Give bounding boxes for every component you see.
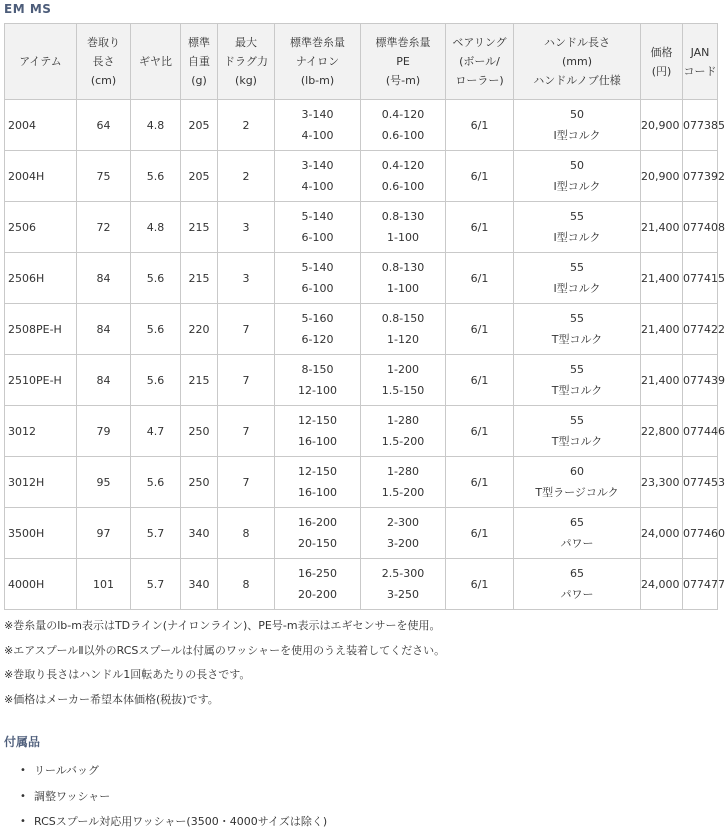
cell-nylon: [275, 304, 361, 355]
header-handle: [514, 24, 641, 100]
cell-pe-line: 0.4-120: [381, 108, 425, 121]
cell-nylon-line: 16-100: [298, 435, 337, 448]
notes: [4, 614, 445, 712]
cell-handle-line: T型コルク: [551, 435, 603, 448]
header-jan: [683, 24, 718, 100]
header-drag: [218, 24, 275, 100]
cell-gear-ratio: 5.7: [131, 559, 181, 610]
cell-drag: 7: [218, 355, 275, 406]
accessories-title: 付属品: [4, 735, 41, 749]
header-text: 自重: [188, 55, 210, 68]
cell-nylon: [275, 151, 361, 202]
list-item: [0, 809, 327, 835]
cell-nylon-line: 5-140: [301, 210, 334, 223]
cell-bearing: 6/1: [446, 355, 514, 406]
list-item-label: リールバッグ: [34, 764, 100, 777]
header-weight: [181, 24, 218, 100]
cell-handle-line: 65: [570, 567, 584, 580]
cell-length: 75: [77, 151, 131, 202]
header-text: ベアリング: [452, 36, 507, 49]
header-price: [641, 24, 683, 100]
cell-nylon-line: 5-160: [301, 312, 334, 325]
header-item: [5, 24, 77, 100]
cell-bearing: 6/1: [446, 508, 514, 559]
cell-length: 64: [77, 100, 131, 151]
cell-pe-line: 1-100: [387, 282, 419, 295]
cell-nylon: [275, 457, 361, 508]
cell-item: 2510PE-H: [5, 355, 77, 406]
accessories-list: [0, 758, 327, 835]
cell-nylon-line: 16-100: [298, 486, 337, 499]
cell-bearing: 6/1: [446, 304, 514, 355]
cell-pe: [361, 151, 446, 202]
cell-pe-line: 1.5-150: [381, 384, 425, 397]
cell-pe: [361, 304, 446, 355]
header-text: ギヤ比: [139, 55, 172, 68]
cell-gear-ratio: 5.6: [131, 457, 181, 508]
cell-pe: [361, 559, 446, 610]
cell-nylon-line: 20-200: [298, 588, 337, 601]
cell-handle-line: I型コルク: [553, 129, 601, 142]
header-text: (g): [191, 74, 207, 87]
cell-price: 24,000: [641, 508, 683, 559]
cell-nylon-line: 20-150: [298, 537, 337, 550]
note: ※巻取り長さはハンドル1回転あたりの長さです。: [4, 668, 251, 681]
cell-jan: 077408: [683, 202, 718, 253]
header-text: 価格: [650, 45, 673, 59]
cell-nylon-line: 6-120: [301, 333, 334, 346]
cell-drag: 2: [218, 151, 275, 202]
cell-jan: 077422: [683, 304, 718, 355]
cell-item: 2508PE-H: [5, 304, 77, 355]
cell-handle: [514, 508, 641, 559]
cell-item: 3500H: [5, 508, 77, 559]
cell-nylon-line: 8-150: [301, 363, 334, 376]
cell-bearing: 6/1: [446, 151, 514, 202]
cell-drag: 8: [218, 559, 275, 610]
bullet-icon: •: [20, 816, 26, 827]
cell-item: 2506: [5, 202, 77, 253]
cell-length: 84: [77, 253, 131, 304]
cell-handle: [514, 457, 641, 508]
cell-pe-line: 1-200: [387, 363, 419, 376]
cell-pe-line: 3-200: [387, 537, 419, 550]
cell-weight: 215: [181, 202, 218, 253]
cell-handle-line: 60: [570, 465, 584, 478]
table-row: [5, 457, 718, 508]
cell-drag: 3: [218, 202, 275, 253]
table-row: [5, 559, 718, 610]
cell-handle-line: I型コルク: [553, 231, 601, 244]
cell-price: 20,900: [641, 151, 683, 202]
cell-pe: [361, 508, 446, 559]
cell-item: 3012H: [5, 457, 77, 508]
header-length: [77, 24, 131, 100]
cell-weight: 250: [181, 457, 218, 508]
cell-price: 21,400: [641, 304, 683, 355]
header-text: 巻取り: [87, 36, 120, 49]
header-text: アイテム: [19, 55, 62, 68]
cell-bearing: 6/1: [446, 559, 514, 610]
cell-nylon-line: 16-250: [298, 567, 337, 580]
cell-price: 21,400: [641, 355, 683, 406]
cell-pe-line: 1.5-200: [381, 486, 425, 499]
header-text: (円): [651, 64, 672, 78]
list-item-label: RCSスプール対応用ワッシャー(3500・4000サイズは除く): [34, 815, 328, 828]
cell-gear-ratio: 5.6: [131, 304, 181, 355]
cell-pe: [361, 457, 446, 508]
list-item: [0, 758, 327, 784]
cell-pe-line: 3-250: [387, 588, 419, 601]
cell-gear-ratio: 5.6: [131, 253, 181, 304]
cell-nylon-line: 6-100: [301, 231, 334, 244]
cell-nylon-line: 5-140: [301, 261, 334, 274]
header-text: コード: [683, 64, 717, 78]
cell-pe-line: 0.6-100: [381, 180, 425, 193]
cell-pe-line: 1-280: [387, 414, 419, 427]
cell-gear-ratio: 4.7: [131, 406, 181, 457]
cell-nylon: [275, 559, 361, 610]
table-row: [5, 355, 718, 406]
cell-handle-line: 55: [570, 363, 584, 376]
cell-bearing: 6/1: [446, 457, 514, 508]
cell-jan: 077415: [683, 253, 718, 304]
spec-table: [4, 23, 725, 610]
cell-pe-line: 0.8-130: [381, 210, 425, 223]
note: ※価格はメーカー希望本体価格(税抜)です。: [4, 692, 219, 706]
cell-handle: [514, 151, 641, 202]
cell-handle-line: 50: [570, 159, 584, 172]
header-text: 長さ: [92, 55, 115, 68]
cell-pe-line: 1-120: [387, 333, 419, 346]
header-text: (mm): [561, 55, 592, 68]
bullet-icon: •: [20, 790, 26, 802]
cell-price: 22,800: [641, 406, 683, 457]
cell-pe-line: 0.8-130: [381, 261, 425, 274]
cell-nylon-line: 4-100: [301, 129, 334, 142]
cell-length: 84: [77, 355, 131, 406]
header-text: 最大: [235, 36, 257, 49]
cell-handle-line: パワー: [560, 537, 594, 550]
cell-item: 4000H: [5, 559, 77, 610]
cell-bearing: 6/1: [446, 406, 514, 457]
cell-length: 79: [77, 406, 131, 457]
cell-nylon-line: 12-150: [298, 465, 337, 478]
cell-handle: [514, 355, 641, 406]
cell-handle-line: 55: [570, 210, 584, 223]
header-text: JAN: [690, 45, 710, 59]
cell-handle-line: T型コルク: [551, 333, 603, 346]
header-text: ハンドル長さ: [544, 36, 610, 49]
cell-handle: [514, 202, 641, 253]
cell-handle-line: 65: [570, 516, 584, 529]
cell-nylon: [275, 202, 361, 253]
cell-bearing: 6/1: [446, 253, 514, 304]
cell-price: 21,400: [641, 253, 683, 304]
cell-item: 2004: [5, 100, 77, 151]
cell-handle: [514, 304, 641, 355]
cell-pe: [361, 355, 446, 406]
header-text: (kg): [235, 74, 257, 87]
cell-jan: 077460: [683, 508, 718, 559]
header-text: (lb-m): [300, 74, 335, 87]
header-text: 標準: [188, 36, 210, 49]
header-text: ハンドルノブ仕様: [533, 74, 621, 87]
cell-handle-line: 55: [570, 312, 584, 325]
cell-handle-line: パワー: [560, 588, 594, 601]
table-row: [5, 202, 718, 253]
header-text: (ボール/: [459, 55, 500, 68]
table-header-row: [5, 24, 718, 100]
cell-weight: 220: [181, 304, 218, 355]
cell-nylon-line: 12-150: [298, 414, 337, 427]
cell-pe: [361, 202, 446, 253]
cell-handle-line: T型コルク: [551, 384, 603, 397]
cell-weight: 250: [181, 406, 218, 457]
cell-weight: 215: [181, 253, 218, 304]
cell-drag: 2: [218, 100, 275, 151]
cell-handle: [514, 100, 641, 151]
cell-pe-line: 0.8-150: [381, 312, 425, 325]
table-row: [5, 508, 718, 559]
cell-pe-line: 1.5-200: [381, 435, 425, 448]
header-text: PE: [396, 55, 410, 68]
cell-bearing: 6/1: [446, 100, 514, 151]
cell-drag: 7: [218, 457, 275, 508]
cell-weight: 205: [181, 100, 218, 151]
cell-jan: 077477: [683, 559, 718, 610]
table-row: [5, 304, 718, 355]
cell-item: 2004H: [5, 151, 77, 202]
cell-handle-line: 55: [570, 414, 584, 427]
cell-pe-line: 2.5-300: [381, 567, 425, 580]
cell-handle: [514, 559, 641, 610]
cell-drag: 3: [218, 253, 275, 304]
cell-length: 95: [77, 457, 131, 508]
header-gear: [131, 24, 181, 100]
cell-nylon: [275, 100, 361, 151]
list-item: [0, 784, 327, 810]
cell-nylon: [275, 355, 361, 406]
cell-gear-ratio: 5.6: [131, 151, 181, 202]
cell-handle-line: 55: [570, 261, 584, 274]
cell-item: 3012: [5, 406, 77, 457]
table-row: [5, 253, 718, 304]
cell-nylon-line: 3-140: [301, 159, 334, 172]
cell-jan: 077385: [683, 100, 718, 151]
cell-gear-ratio: 5.6: [131, 355, 181, 406]
cell-price: 23,300: [641, 457, 683, 508]
cell-handle-line: T型ラージコルク: [535, 486, 619, 499]
cell-handle-line: I型コルク: [553, 282, 601, 295]
cell-item: 2506H: [5, 253, 77, 304]
note: ※巻糸量のlb-m表示はTDライン(ナイロンライン)、PE号-m表示はエギセンサーを使用。: [4, 619, 441, 632]
table-row: [5, 151, 718, 202]
cell-gear-ratio: 5.7: [131, 508, 181, 559]
header-text: 標準巻糸量: [375, 36, 431, 49]
cell-pe-line: 2-300: [387, 516, 419, 529]
header-text: (cm): [90, 74, 117, 87]
cell-weight: 340: [181, 559, 218, 610]
cell-length: 97: [77, 508, 131, 559]
cell-jan: 077439: [683, 355, 718, 406]
cell-pe-line: 1-280: [387, 465, 419, 478]
header-text: (号-m): [385, 74, 421, 87]
cell-nylon-line: 4-100: [301, 180, 334, 193]
cell-nylon: [275, 406, 361, 457]
cell-jan: 077453: [683, 457, 718, 508]
list-item-label: 調整ワッシャー: [34, 789, 111, 803]
cell-price: 24,000: [641, 559, 683, 610]
cell-nylon-line: 16-200: [298, 516, 337, 529]
cell-price: 21,400: [641, 202, 683, 253]
cell-length: 72: [77, 202, 131, 253]
cell-drag: 7: [218, 406, 275, 457]
cell-length: 84: [77, 304, 131, 355]
table-row: [5, 100, 718, 151]
bullet-icon: •: [20, 765, 26, 776]
header-text: ローラー): [455, 74, 504, 87]
cell-pe-line: 0.4-120: [381, 159, 425, 172]
page-title: EM MS: [4, 2, 52, 16]
cell-handle-line: I型コルク: [553, 180, 601, 193]
table-body: [5, 100, 725, 610]
header-bearing: [446, 24, 514, 100]
cell-weight: 215: [181, 355, 218, 406]
cell-pe-line: 0.6-100: [381, 129, 425, 142]
cell-jan: 077446: [683, 406, 718, 457]
cell-pe: [361, 100, 446, 151]
cell-pe: [361, 253, 446, 304]
cell-jan: 077392: [683, 151, 718, 202]
cell-weight: 205: [181, 151, 218, 202]
cell-nylon-line: 3-140: [301, 108, 334, 121]
header-text: ドラグ力: [224, 55, 268, 68]
cell-drag: 7: [218, 304, 275, 355]
cell-bearing: 6/1: [446, 202, 514, 253]
cell-handle: [514, 253, 641, 304]
cell-nylon: [275, 253, 361, 304]
cell-nylon-line: 6-100: [301, 282, 334, 295]
header-pe: [361, 24, 446, 100]
cell-weight: 340: [181, 508, 218, 559]
cell-pe-line: 1-100: [387, 231, 419, 244]
cell-handle-line: 50: [570, 108, 584, 121]
table-row: [5, 406, 718, 457]
cell-handle: [514, 406, 641, 457]
cell-price: 20,900: [641, 100, 683, 151]
cell-pe: [361, 406, 446, 457]
header-text: 標準巻糸量: [290, 36, 345, 49]
header-nylon: [275, 24, 361, 100]
cell-gear-ratio: 4.8: [131, 100, 181, 151]
cell-nylon: [275, 508, 361, 559]
header-text: ナイロン: [295, 55, 340, 68]
note: ※エアスプールⅡ以外のRCSスプールは付属のワッシャーを使用のうえ装着してください。: [4, 643, 446, 657]
cell-nylon-line: 12-100: [298, 384, 337, 397]
cell-gear-ratio: 4.8: [131, 202, 181, 253]
cell-drag: 8: [218, 508, 275, 559]
cell-length: 101: [77, 559, 131, 610]
